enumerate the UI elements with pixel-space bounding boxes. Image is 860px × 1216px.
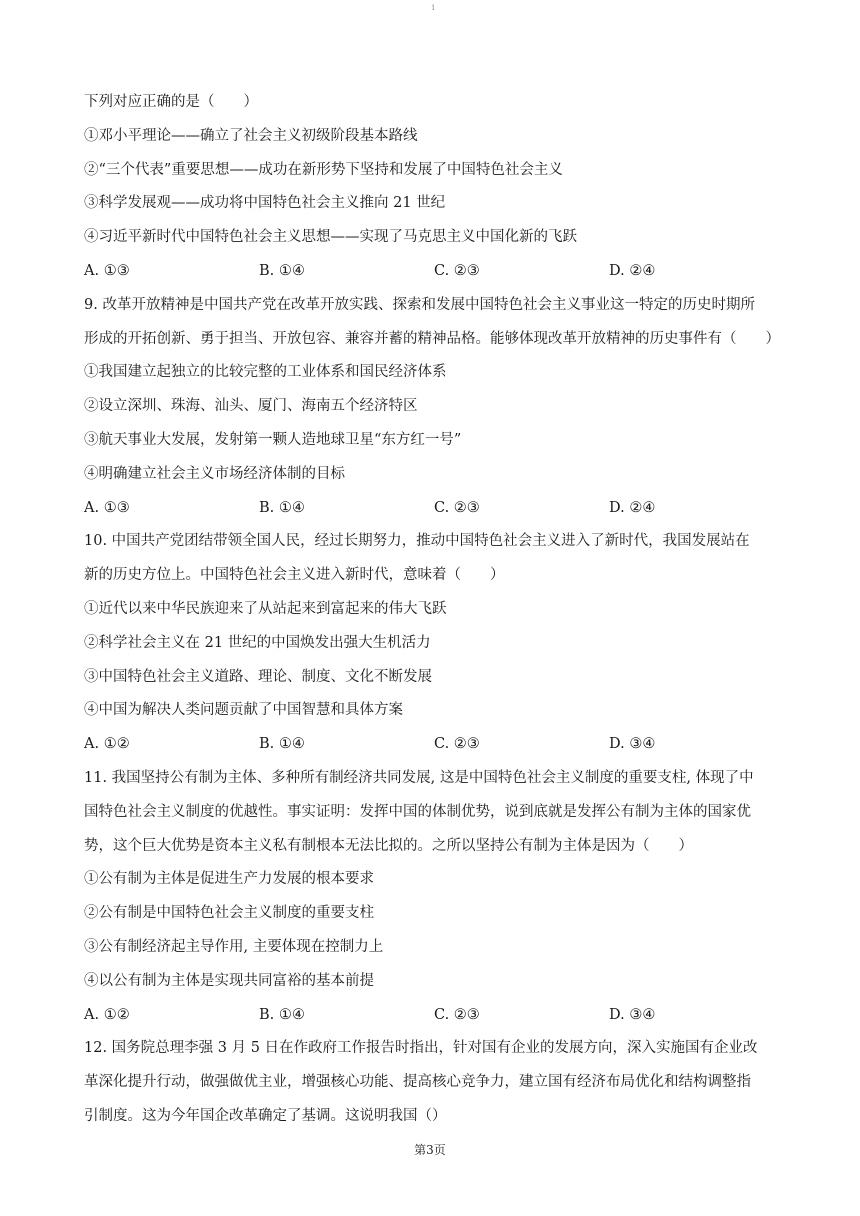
question-11 [84,762,784,1032]
option-c: C. ②③ [434,1006,480,1023]
answer-options [84,999,784,1033]
option-d: D. ②④ [609,262,656,279]
option-a: A. ①③ [84,262,130,279]
statement-item: ④习近平新时代中国特色社会主义思想——实现了马克思主义中国化新的飞跃 [84,229,577,246]
question-stem-line: 9. 改革开放精神是中国共产党在改革开放实践、探索和发展中国特色社会主义事业这一特定的历史时期所 [84,296,755,313]
statement-item: ③中国特色社会主义道路、理论、制度、文化不断发展 [84,668,432,685]
answer-options [84,255,784,289]
answer-options [84,492,784,526]
statement-item: ③公有制经济起主导作用, 主要体现在控制力上 [84,938,384,955]
question-stem-line: 10. 中国共产党团结带领全国人民，经过长期努力，推动中国特色社会主义进入了新时代，我国发展站在 [84,533,750,550]
option-a: A. ①② [84,736,130,753]
page-top-mark: 1 [431,4,436,12]
statement-item: ③航天事业大发展，发射第一颗人造地球卫星“东方红一号” [84,431,462,448]
option-d: D. ②④ [609,499,656,516]
question-stem-line: 12. 国务院总理李强 3 月 5 日在作政府工作报告时指出，针对国有企业的发展方向，深入实施国有企业改 [84,1040,758,1057]
question-stem: 下列对应正确的是（ ） [84,94,258,110]
statement-item: ①我国建立起独立的比较完整的工业体系和国民经济体系 [84,364,447,381]
option-b: B. ①④ [259,499,305,516]
answer-options [84,728,784,762]
question-10 [84,525,784,762]
question-stem-line: 11. 我国坚持公有制为主体、多种所有制经济共同发展, 这是中国特色社会主义制度的重要支柱, 体现了中 [84,769,754,786]
option-c: C. ②③ [434,499,480,516]
option-b: B. ①④ [259,262,305,279]
statement-item: ②公有制是中国特色社会主义制度的重要支柱 [84,905,374,922]
statement-item: ①近代以来中华民族迎来了从站起来到富起来的伟大飞跃 [84,600,447,617]
question-stem-line: 势，这个巨大优势是资本主义私有制根本无法比拟的。之所以坚持公有制为主体是因为（ ） [84,837,693,854]
statement-item: ①邓小平理论——确立了社会主义初级阶段基本路线 [84,127,418,144]
question-list [84,86,784,1134]
statement-item: ②科学社会主义在 21 世纪的中国焕发出强大生机活力 [84,634,431,651]
statement-item: ④以公有制为主体是实现共同富裕的基本前提 [84,972,374,989]
option-b: B. ①④ [259,1006,305,1023]
statement-item: ①公有制为主体是促进生产力发展的根本要求 [84,871,374,888]
option-b: B. ①④ [259,736,305,753]
statement-item: ②设立深圳、珠海、汕头、厦门、海南五个经济特区 [84,398,418,415]
option-c: C. ②③ [434,262,480,279]
question-stem-line: 形成的开拓创新、勇于担当、开放包容、兼容并蓄的精神品格。能够体现改革开放精神的历史事件有（ ） [84,330,780,347]
question-8 [84,86,784,289]
option-a: A. ①③ [84,499,130,516]
question-stem-line: 新的历史方位上。中国特色社会主义进入新时代，意味着（ ） [84,567,505,584]
statement-item: ②“三个代表”重要思想——成功在新形势下坚持和发展了中国特色社会主义 [84,161,563,178]
question-stem-line: 国特色社会主义制度的优越性。事实证明：发挥中国的体制优势，说到底就是发挥公有制为主体的国家优 [84,803,751,820]
statement-item: ③科学发展观——成功将中国特色社会主义推向 21 世纪 [84,195,446,212]
question-stem-line: 引制度。这为今年国企改革确定了基调。这说明我国（） [84,1107,447,1124]
page-number: 第3页 [414,1143,446,1157]
statement-item: ④明确建立社会主义市场经济体制的目标 [84,465,345,482]
option-d: D. ③④ [609,736,656,753]
option-d: D. ③④ [609,1006,656,1023]
statement-item: ④中国为解决人类问题贡献了中国智慧和具体方案 [84,702,403,719]
question-9 [84,289,784,526]
question-stem-line: 革深化提升行动，做强做优主业，增强核心功能、提高核心竞争力，建立国有经济布局优化和结构调整指 [84,1074,751,1091]
question-12 [84,1032,784,1133]
option-a: A. ①② [84,1006,130,1023]
option-c: C. ②③ [434,736,480,753]
